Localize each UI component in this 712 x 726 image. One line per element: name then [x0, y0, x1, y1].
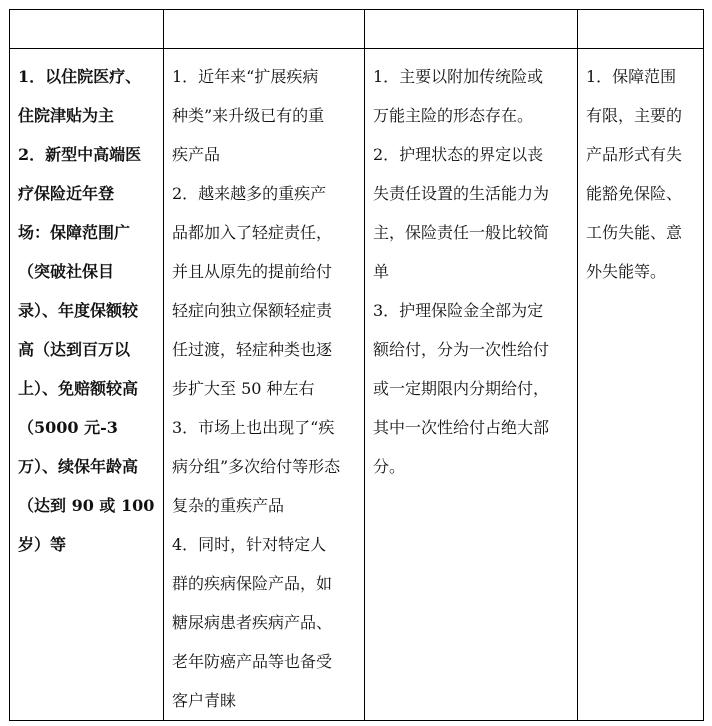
text-line: 2．新型中高端医 — [18, 145, 142, 164]
text-line: 高（达到百万以 — [18, 340, 131, 359]
text-line: 复杂的重疾产品 — [172, 496, 285, 515]
text-line: 轻症向独立保额轻症责 — [172, 301, 333, 320]
text-line: 病分组”多次给付等形态 — [172, 457, 341, 476]
text-line: 2．护理状态的界定以丧 — [373, 145, 544, 164]
text-line: 住院津贴为主 — [18, 106, 115, 125]
text-line: 3．市场上也出现了“疾 — [172, 418, 335, 437]
text-line: 品都加入了轻症责任， — [172, 223, 333, 242]
header-cell-4 — [578, 10, 704, 49]
text-line: 录）、年度保额较 — [18, 301, 139, 320]
header-cell-2 — [164, 10, 365, 49]
text-line: 步扩大至 50 种左右 — [172, 379, 315, 398]
text-line: 1．近年来“扩展疾病 — [172, 67, 319, 86]
text-line: 额给付，分为一次性给付 — [373, 340, 550, 359]
text-line: 万能主险的形态存在。 — [373, 106, 534, 125]
text-line: 群的疾病保险产品，如 — [172, 574, 333, 593]
long-term-care-cell — [365, 49, 578, 721]
text-line: 并且从原先的提前给付 — [172, 262, 333, 281]
text-line: 1．以住院医疗、 — [18, 67, 142, 86]
text-line: 3．护理保险金全部为定 — [373, 301, 544, 320]
table-content-row — [10, 49, 704, 721]
column-text — [164, 49, 364, 720]
text-line: 客户青睐 — [172, 691, 237, 710]
text-line: （突破社保目 — [18, 262, 115, 281]
text-line: 岁）等 — [18, 535, 67, 554]
text-line: （达到 90 或 100 — [18, 496, 155, 515]
text-line: 4．同时，针对特定人 — [172, 535, 327, 554]
text-line: 疗保险近年登 — [18, 184, 115, 203]
text-line: 分。 — [373, 457, 406, 476]
text-line: 有限，主要的 — [586, 106, 683, 125]
header-cell-3 — [365, 10, 578, 49]
insurance-comparison-table — [9, 9, 704, 721]
text-line: 工伤失能、意 — [586, 223, 683, 242]
text-line: 失责任设置的生活能力为 — [373, 184, 550, 203]
text-line: 其中一次性给付占绝大部 — [373, 418, 550, 437]
text-line: 2．越来越多的重疾产 — [172, 184, 327, 203]
text-line: 产品形式有失 — [586, 145, 683, 164]
text-line: 种类”来升级已有的重 — [172, 106, 325, 125]
text-line: 1．保障范围 — [586, 67, 677, 86]
text-line: 外失能等。 — [586, 262, 667, 281]
text-line: （5000 元-3 — [18, 418, 118, 437]
text-line: 场：保障范围广 — [18, 223, 131, 242]
text-line: 或一定期限内分期给付， — [373, 379, 550, 398]
text-line: 老年防癌产品等也备受 — [172, 652, 333, 671]
text-line: 1．主要以附加传统险或 — [373, 67, 544, 86]
disability-income-cell — [578, 49, 704, 721]
text-line: 主，保险责任一般比较简 — [373, 223, 550, 242]
text-line: 万）、续保年龄高 — [18, 457, 139, 476]
header-cell-1 — [10, 10, 164, 49]
medical-insurance-cell — [10, 49, 164, 721]
text-line: 上）、免赔额较高 — [18, 379, 139, 398]
text-line: 能豁免保险、 — [586, 184, 683, 203]
column-text — [578, 49, 703, 291]
text-line: 糖尿病患者疾病产品、 — [172, 613, 333, 632]
column-text — [365, 49, 577, 486]
text-line: 任过渡，轻症种类也逐 — [172, 340, 333, 359]
table-header-row — [10, 10, 704, 49]
text-line: 疾产品 — [172, 145, 221, 164]
critical-illness-cell — [164, 49, 365, 721]
text-line: 单 — [373, 262, 390, 281]
column-text — [10, 49, 163, 564]
